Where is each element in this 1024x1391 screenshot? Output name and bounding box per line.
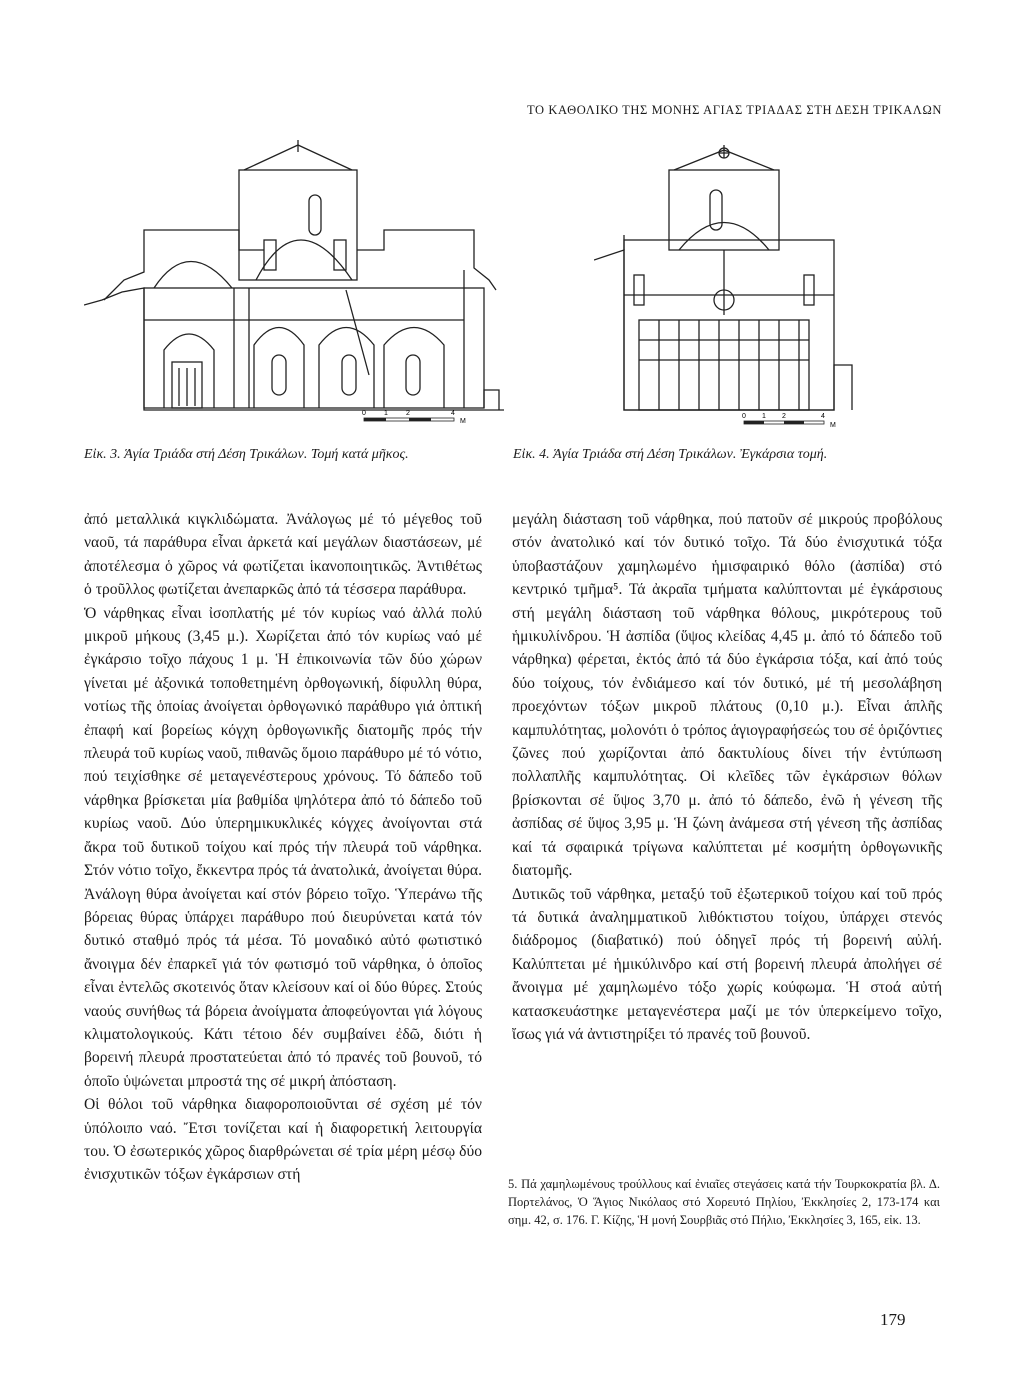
scale-tick-0: 0 <box>362 410 366 417</box>
figure-3-caption: Εἰκ. 3. Ἁγία Τριάδα στή Δέση Τρικάλων. Τομή κατά μῆκος. <box>84 447 409 462</box>
scale-tick-2: 2 <box>406 410 410 417</box>
figure-transverse-section <box>594 145 854 435</box>
figure-4-caption: Εἰκ. 4. Ἁγία Τριάδα στή Δέση Τρικάλων. Ἐγκάρσια τομή. <box>513 447 828 462</box>
scale-unit: M <box>830 422 836 429</box>
paragraph: Δυτικῶς τοῦ νάρθηκα, μεταξύ τοῦ ἐξωτερικοῦ τοίχου καί τοῦ πρός τά δυτικά ἀναλημματικοῦ λιθόκτιστου τοίχου, ὑπάρχει στενός διάδρομος (διαβατικό) πού ὁδηγεῖ πρός τή βορεινή αὐλή. Καλύπτεται μέ ἡμικύλινδρο καί στή βορεινή πλευρά ἀπολήγει σέ ἄνοιγμα μέ χαμηλωμένο τόξο χωρίς κούφωμα. Ἡ στοά αὐτή κατασκευάστηκε μεταγενέστερα μαζί με τόν ὑπερκείμενο τοῖχο, ἴσως γιά νά ἀντιστηρίξει τό πρανές τοῦ βουνοῦ. <box>512 885 942 1043</box>
paragraph: Ὁ νάρθηκας εἶναι ἰσοπλατής μέ τόν κυρίως ναό ἀλλά πολύ μικροῦ μήκους (3,45 μ.). Χωρίζεται ἀπό τόν κυρίως ναό μέ ἐγκάρσιο τοῖχο πάχους 1 μ. Ἡ ἐπικοινωνία τῶν δύο χώρων γίνεται μέ ἀξονικά τοποθετημένη ὀρθογωνική, δίφυλλη θύρα, νοτίως τῆς ὁποίας ἀνοίγεται ὀρθογωνικό παράθυρο γιά ὀπτική ἐπαφή καί βορείως κόγχη ὀρθογωνικῆς διατομῆς πρός τήν πλευρά τοῦ κυρίως ναοῦ, πιθανῶς ὅμοιο παράθυρο μέ τό νότιο, πού τειχίσθηκε σέ μεταγενέστερους χρόνους. Τό δάπεδο τοῦ νάρθηκα βρίσκεται μία βαθμίδα ψηλότερα ἀπό τό δάπεδο τοῦ κυρίως ναοῦ. Δύο ὑπερημικυκλικές κόγχες ἀνοίγονται στά ἄκρα τοῦ δυτικοῦ τοίχου καί πρός τήν πλευρά τοῦ νάρθηκα. Στόν νότιο τοῖχο, ἔκκεντρα πρός τά ἀνατολικά, ἀνοίγεται θύρα. Ἀνάλογη θύρα ἀνοίγεται καί στόν βόρειο τοῖχο. Ὑπεράνω τῆς βόρειας θύρας ὑπάρχει παράθυρο πού διευρύνεται κατά τόν δυτικό σταθμό πρός τά μέσα. Τό μοναδικό αὐτό φωτιστικό ἄνοιγμα δέν ἐπαρκεῖ γιά τόν φωτισμό τοῦ νάρθηκα, ὁ ὁποῖος εἶναι ἐντελῶς σκοτεινός ὅταν κλείσουν καί οἱ δύο θύρες. Στούς ναούς συνήθως τά βόρεια ἀνοίγματα ἀποφεύγονται γιά λόγους κλιματολογικούς. Κάτι τέτοιο δέν συμβαίνει ἐδῶ, διότι ἡ βορεινή πλευρά προστατεύεται ἀπό τό πρανές τοῦ βουνοῦ, τό ὁποῖο ὑψώνεται μπροστά της σέ μικρή ἀπόσταση. <box>84 604 482 1090</box>
scale-bar <box>362 410 466 425</box>
paragraph: ἀπό μεταλλικά κιγκλιδώματα. Ἀνάλογως μέ τό μέγεθος τοῦ ναοῦ, τά παράθυρα εἶναι ἀρκετά καί μεγάλων διαστάσεων, μέ ἀποτέλεσμα ὁ χῶρος νά φωτίζεται ἱκανοποιητικῶς. Ἀντιθέτως ὁ τροῦλλος φωτίζεται ἀνεπαρκῶς ἀπό τά τέσσερα παράθυρα. <box>84 511 482 599</box>
scale-unit: M <box>460 418 466 425</box>
paragraph: Οἱ θόλοι τοῦ νάρθηκα διαφοροποιοῦνται σέ σχέση μέ τόν ὑπόλοιπο ναό. Ἔτσι τονίζεται καί ἡ διαφορετική λειτουργία του. Ὁ ἐσωτερικός χῶρος διαρθρώνεται σέ τρία μέρη μέσῳ δύο ἐνισχυτικῶν τόξων ἐγκάρσιων στή <box>84 1096 482 1184</box>
section-drawing <box>84 140 504 440</box>
transverse-drawing <box>594 145 854 435</box>
scale-tick-0: 0 <box>742 413 746 420</box>
page-number: 179 <box>880 1310 906 1329</box>
running-head: ΤΟ ΚΑΘΟΛΙΚΟ ΤΗΣ ΜΟΝΗΣ ΑΓΙΑΣ ΤΡΙΑΔΑΣ ΣΤΗ ΔΕΣΗ ΤΡΙΚΑΛΩΝ <box>527 103 942 117</box>
paragraph: μεγάλη διάσταση τοῦ νάρθηκα, πού πατοῦν σέ μικρούς προβόλους στόν ἀνατολικό καί τόν δυτικό τοῖχο. Τά δύο ἐνισχυτικά τόξα ὑποβαστάζουν χαμηλωμένο ἡμισφαιρικό θόλο (ἀσπίδα) στό κεντρικό τμῆμα⁵. Τά ἀκραῖα τμήματα καλύπτονται μέ ἐγκάρσιους στή μεγάλη διάσταση τοῦ νάρθηκα θόλους, μικρότερους τοῦ ἡμικυλίνδρου. Ἡ ἀσπίδα (ὕψος κλείδας 4,45 μ. ἀπό τό δάπεδο τοῦ νάρθηκα) φέρεται, ἐκτός ἀπό τά δύο ἐγκάρσια τόξα, καί ἀπό τούς δύο τοίχους, τόν ἐνδιάμεσο καί τόν δυτικό, μέ τή μεσολάβηση προεχόντων τόξων μικροῦ πλάτους (0,10 μ.). Εἶναι ἁπλῆς καμπυλότητας, μολονότι ὁ τρόπος ἁγιογραφήσεώς του σέ ὁριζόντιες ζῶνες πού χωρίζονται ἀπό δακτυλίους δίνει τήν ἐντύπωση πολλαπλῆς καμπυλότητας. Οἱ κλεῖδες τῶν ἐγκάρσιων θόλων βρίσκονται σέ ὕψος 3,70 μ. ἀπό τό δάπεδο, ἐνῶ ἡ γένεση τῆς ἀσπίδας σέ ὕψος 3,95 μ. Ἡ ζώνη ἀνάμεσα στή γένεση τῆς ἀσπίδας καί τά σφαιρικά τρίγωνα καλύπτεται μέ κοσμήτη ὀρθογωνικῆς διατομῆς. <box>512 511 942 880</box>
scale-tick-1: 1 <box>384 410 388 417</box>
scale-tick-2: 2 <box>782 413 786 420</box>
scale-tick-4: 4 <box>821 413 825 420</box>
footnote: 5. Πά χαμηλωμένους τρούλλους καί ἐνιαῖες στεγάσεις κατά τήν Τουρκοκρατία βλ. Δ. Πορτελάνος, Ὁ Ἅγιος Νικόλαος στό Χορευτό Πηλίου, Ἐκκλησίες 2, 173-174 και σημ. 42, σ. 176. Γ. Κίζης, Ἡ μονή Σουρβιᾶς στό Πήλιο, Ἐκκλησίες 3, 165, εἰκ. 13. <box>508 1177 940 1227</box>
scale-bar-2 <box>742 413 836 429</box>
scale-tick-4: 4 <box>451 410 455 417</box>
body-column-left <box>84 508 482 1187</box>
body-column-right <box>512 508 942 1046</box>
figure-longitudinal-section <box>84 140 504 440</box>
scale-tick-1: 1 <box>762 413 766 420</box>
